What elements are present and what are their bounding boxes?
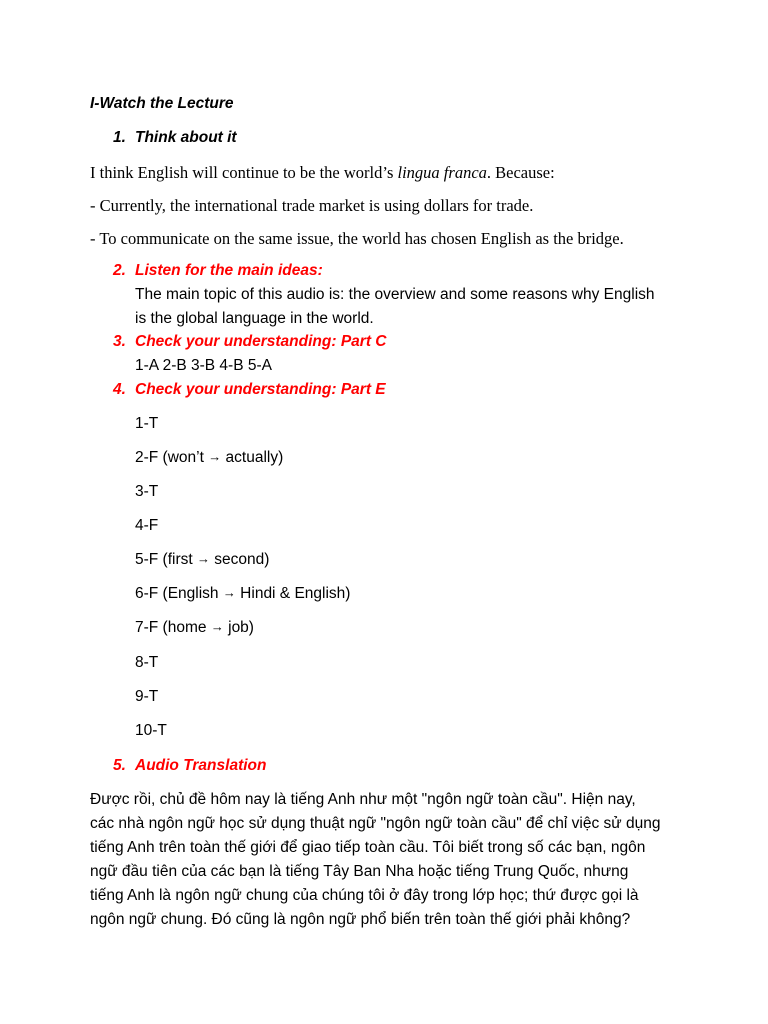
opinion-text-after: . Because: [486,163,555,182]
item-5-heading [113,757,266,775]
answer-5-text: 5-F (first [135,551,197,568]
answer-5-correction: second) [210,551,270,568]
arrow-right-icon: → [197,551,210,566]
answer-7-correction: job) [223,619,254,636]
arrow-right-icon: → [208,449,222,464]
answer-9 [135,688,158,706]
item-1-number: 1. [113,129,126,146]
item-4-number: 4. [113,381,126,398]
answer-4-text: 4-F [135,517,159,534]
translation-line: tiếng Anh trên toàn thế giới để giao tiếp toàn cầu. Tôi biết trong số các bạn, ngôn [90,839,646,856]
arrow-right-icon: → [210,619,224,634]
opinion-italic-term: lingua franca [397,163,487,182]
translation-line: tiếng Anh là ngôn ngữ chung của chúng tôi ở đây trong lớp học; thứ được gọi là [90,887,639,904]
answer-6 [135,585,350,603]
answer-8 [135,654,158,672]
item-3-heading [113,333,386,351]
item-2-body-line-2: is the global language in the world. [135,310,374,327]
translation-line: Được rồi, chủ đề hôm nay là tiếng Anh như một "ngôn ngữ toàn cầu". Hiện nay, [90,791,636,808]
answer-2-correction: actually) [221,449,284,466]
answer-8-text: 8-T [135,654,159,671]
answer-7 [135,619,254,637]
answer-3 [135,483,158,501]
item-2-body-line-1: The main topic of this audio is: the overview and some reasons why English [135,286,655,303]
reason-1: - Currently, the international trade market is using dollars for trade. [90,196,534,215]
opinion-text-before: I think English will continue to be the world’s [90,163,398,182]
answer-4 [135,517,158,535]
arrow-right-icon: → [222,585,236,600]
item-3-title: Check your understanding: Part C [135,333,387,350]
answer-5 [135,551,269,569]
answer-1 [135,415,158,433]
item-5-number: 5. [113,757,126,774]
translation-line: ngữ đầu tiên của các bạn là tiếng Tây Ban Nha hoặc tiếng Trung Quốc, nhưng [90,863,629,880]
item-4-heading [113,381,386,399]
answer-7-text: 7-F (home [135,619,211,636]
item-2-number: 2. [113,262,126,279]
answer-9-text: 9-T [135,688,159,705]
opinion-line [90,163,555,183]
item-3-answers: 1-A 2-B 3-B 4-B 5-A [135,357,272,374]
answer-2 [135,449,283,467]
answer-10 [135,722,167,740]
item-1-title: Think about it [135,129,237,146]
section-title: I-Watch the Lecture [90,95,234,112]
answer-10-text: 10-T [135,722,167,739]
item-1-heading [113,129,237,147]
item-2-title: Listen for the main ideas: [135,262,323,279]
item-3-number: 3. [113,333,126,350]
translation-line: ngôn ngữ chung. Đó cũng là ngôn ngữ phổ biến trên toàn thế giới phải không? [90,911,631,928]
item-5-title: Audio Translation [135,757,267,774]
answer-3-text: 3-T [135,483,159,500]
reason-2: - To communicate on the same issue, the world has chosen English as the bridge. [90,229,624,248]
item-2-heading [113,262,323,280]
answer-6-text: 6-F (English [135,585,223,602]
answer-2-text: 2-F (won’t [135,449,209,466]
answer-6-correction: Hindi & English) [235,585,351,602]
answer-1-text: 1-T [135,415,159,432]
item-4-title: Check your understanding: Part E [135,381,386,398]
translation-line: các nhà ngôn ngữ học sử dụng thuật ngữ "ngôn ngữ toàn cầu" để chỉ việc sử dụng [90,815,661,832]
